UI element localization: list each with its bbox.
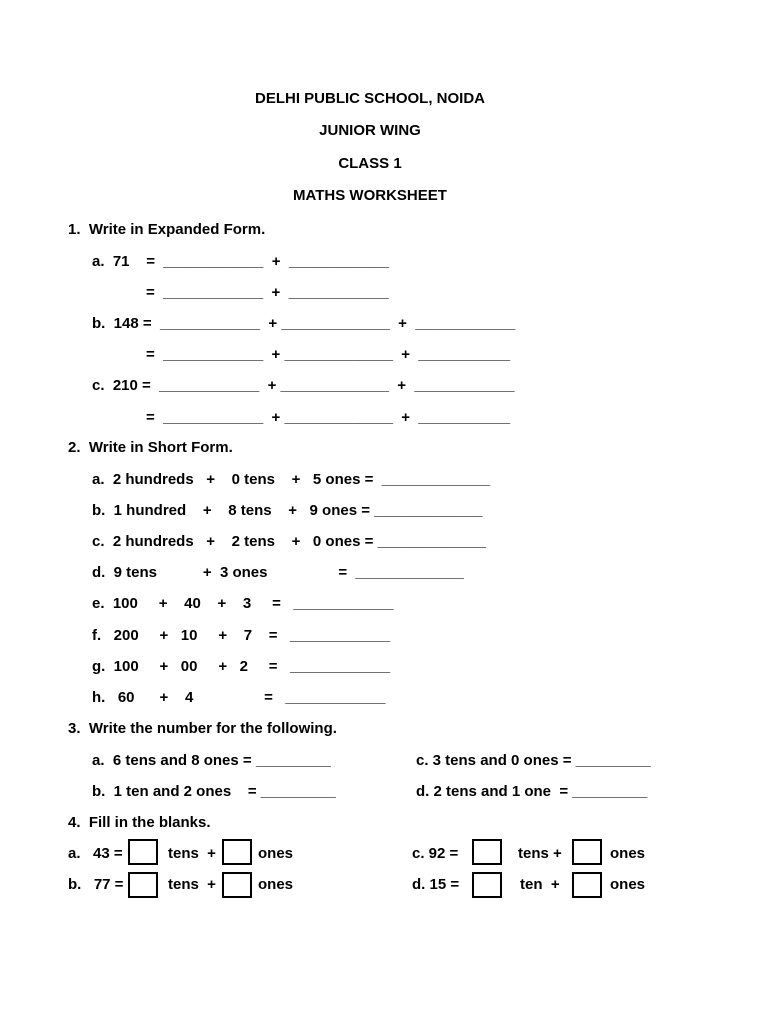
q4-b-tens-label: tens + [168,876,216,893]
q4-c-prefix: c. 92 = [412,845,459,862]
worksheet-title: MATHS WORKSHEET [293,187,447,204]
q4-heading: 4. Fill in the blanks. [68,814,211,831]
q1-line-c: c. 210 = ____________ + _____________ + ____________ [92,377,515,394]
class-label: CLASS 1 [338,155,402,172]
q4-d-ones-label: ones [610,876,646,893]
q1-line-a: a. 71 = ____________ + ____________ [92,253,389,270]
q2-line-c: c. 2 hundreds + 2 tens + 0 ones = _____________ [92,533,486,550]
q4-d-prefix: d. 15 = [412,876,460,893]
q1-heading: 1. Write in Expanded Form. [68,221,266,238]
q4-b-prefix: b. 77 = [68,876,124,893]
q4-b-tens-box[interactable] [128,872,158,898]
q1-line-a2: = ____________ + ____________ [146,284,389,301]
q1-line-b2: = ____________ + _____________ + ___________ [146,346,511,363]
q4-c-tens-box[interactable] [472,839,502,865]
q4-a-ones-box[interactable] [222,839,252,865]
q2-line-e: e. 100 + 40 + 3 = ____________ [92,595,394,612]
q1-line-c2: = ____________ + _____________ + ___________ [146,409,511,426]
q3-item-d: d. 2 tens and 1 one = _________ [416,783,648,800]
q4-b-ones-box[interactable] [222,872,252,898]
q3-item-a: a. 6 tens and 8 ones = _________ [92,752,331,769]
q2-line-g: g. 100 + 00 + 2 = ____________ [92,658,391,675]
q4-a-ones-label: ones [258,845,294,862]
q4-c-ones-box[interactable] [572,839,602,865]
q4-d-tens-label: ten + [520,876,560,893]
q2-heading: 2. Write in Short Form. [68,439,233,456]
wing-label: JUNIOR WING [319,122,421,139]
q4-a-tens-label: tens + [168,845,216,862]
q2-line-h: h. 60 + 4 = ____________ [92,689,386,706]
q2-line-b: b. 1 hundred + 8 tens + 9 ones = _____________ [92,502,483,519]
q4-c-ones-label: ones [610,845,646,862]
q3-item-c: c. 3 tens and 0 ones = _________ [416,752,651,769]
q4-d-tens-box[interactable] [472,872,502,898]
school-name: DELHI PUBLIC SCHOOL, NOIDA [254,90,485,107]
q4-a-prefix: a. 43 = [68,845,123,862]
q2-line-a: a. 2 hundreds + 0 tens + 5 ones = _____________ [92,471,491,488]
q3-heading: 3. Write the number for the following. [68,720,337,737]
q2-line-d: d. 9 tens + 3 ones = _____________ [92,564,464,581]
q3-item-b: b. 1 ten and 2 ones = _________ [92,783,336,800]
q4-b-ones-label: ones [258,876,294,893]
q4-c-tens-label: tens + [518,845,562,862]
q1-line-b: b. 148 = ____________ + _____________ + ____________ [92,315,516,332]
q4-a-tens-box[interactable] [128,839,158,865]
q4-d-ones-box[interactable] [572,872,602,898]
q2-line-f: f. 200 + 10 + 7 = ____________ [92,627,391,644]
